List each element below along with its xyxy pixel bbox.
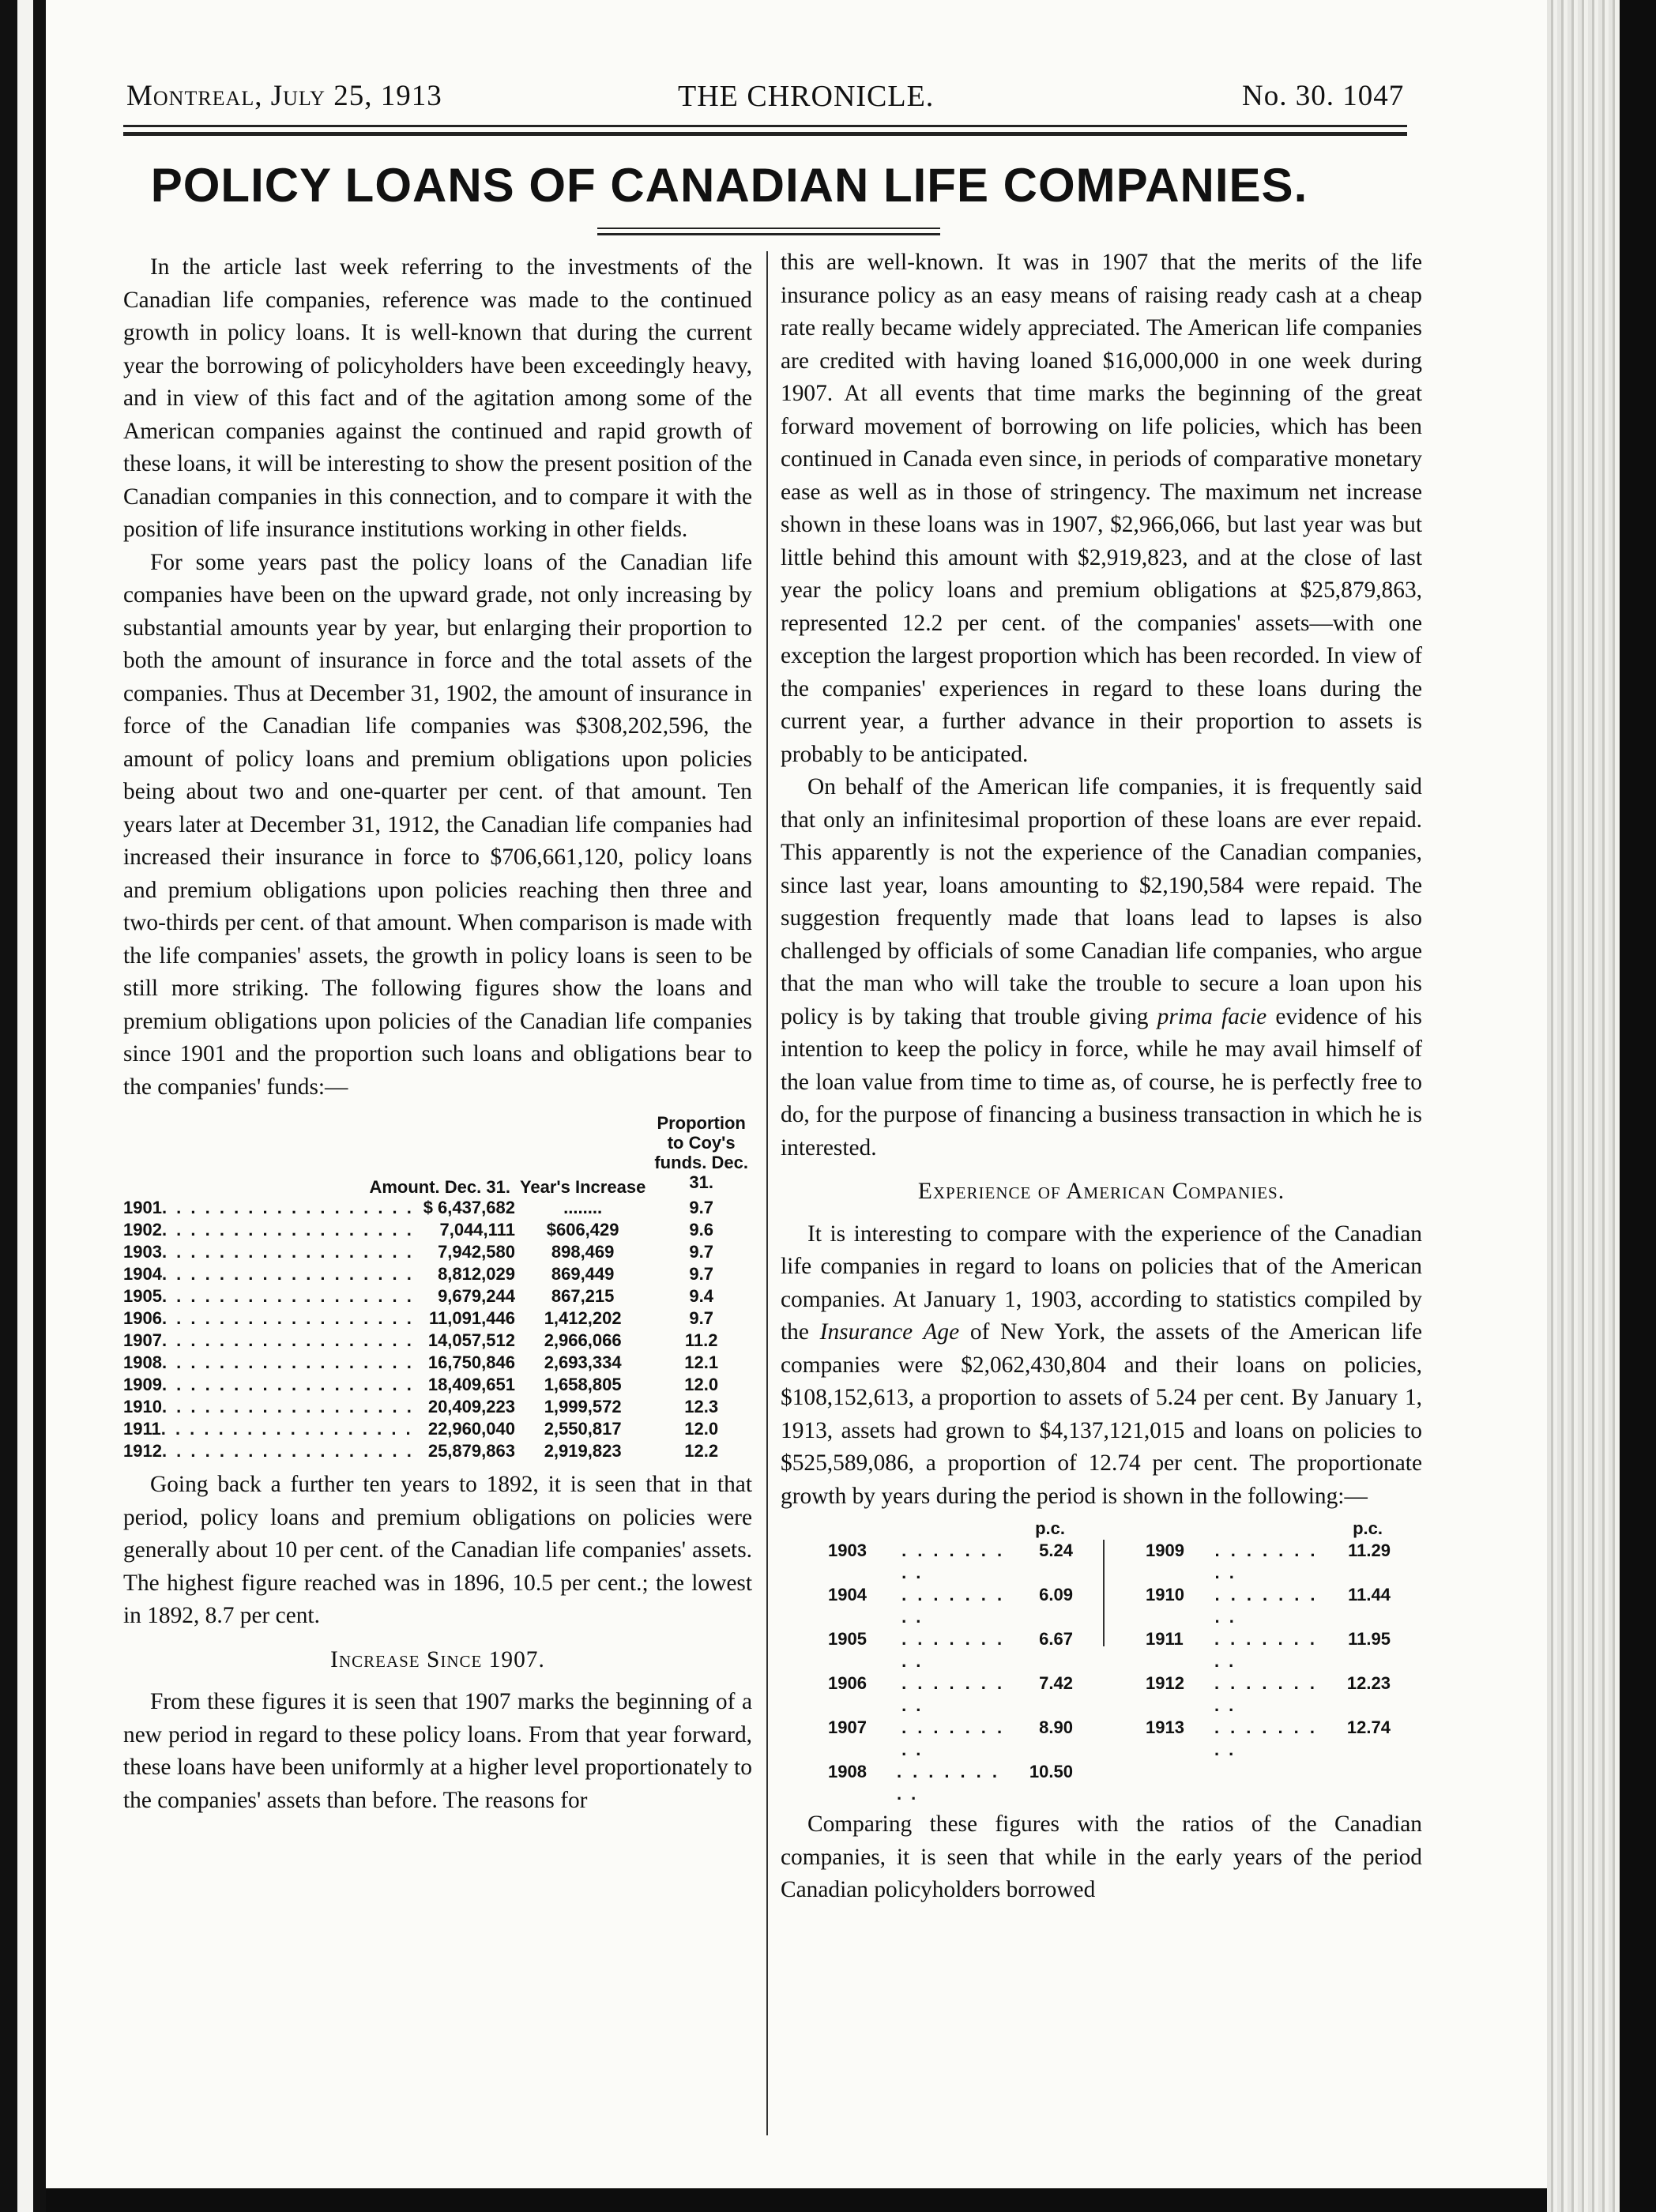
leader-dots: . . . . . . . . . — [901, 1629, 1005, 1671]
row-year: 1910 — [1146, 1585, 1184, 1604]
right-column — [781, 246, 1422, 1907]
leader-dots: . . . . . . . . . — [1214, 1717, 1317, 1759]
column-header-proportion: Proportion to Coy's funds. Dec. 31. — [654, 1113, 748, 1192]
comparison-text-b: of New York, the assets of the American life companies were $2,062,430,804 and their loans on policies, $108,152,613, a proportion to assets of 5.24 per cent. By January 1, 1913, assets had grown to $4,137,121,015 and loans on policies to $525,589,086, a proportion of 12.74 per cent. The proportionate growth by years during the period is shown in the following:— — [781, 1319, 1422, 1509]
leader-dots: . . . . . . . . . — [901, 1717, 1005, 1759]
table-row — [123, 1307, 752, 1330]
row-increase: 867,215 — [551, 1286, 615, 1306]
row-increase: 2,693,334 — [544, 1352, 622, 1372]
american-table-right-half — [1146, 1518, 1391, 1805]
subheading-american-companies: Experience of American Companies. — [917, 1179, 1285, 1204]
row-year: 1911 — [1146, 1629, 1184, 1649]
row-year: 1906 — [828, 1673, 867, 1693]
leader-dots: . . . . . . . . . . . . . . . . . . — [161, 1264, 414, 1284]
row-year: 1904 — [123, 1264, 162, 1284]
row-proportion: 12.1 — [684, 1352, 719, 1372]
table-row — [123, 1440, 752, 1462]
leader-dots: . . . . . . . . . . . . . . . . . . — [161, 1330, 414, 1350]
row-pc: 6.67 — [1039, 1629, 1073, 1649]
header-rule-bottom — [123, 132, 1407, 136]
list-item — [828, 1628, 1073, 1672]
comparison-text-a: It is interesting to compare with the experience of the Canadian life companies in regard to loans on policies that of the American companies. At January 1, 1903, according to statistics compiled by the — [781, 1221, 1422, 1345]
leader-dots: . . . . . . . . . . . . . . . . . . — [161, 1375, 414, 1394]
paragraph-american-comparison — [781, 1218, 1422, 1514]
leader-dots: . . . . . . . . . . . . . . . . . . — [161, 1441, 414, 1461]
row-year: 1903 — [828, 1540, 867, 1560]
table-row — [123, 1219, 752, 1241]
page-stack-edge — [1547, 0, 1620, 2212]
leader-dots: . . . . . . . . . . . . . . . . . . — [161, 1286, 414, 1306]
paragraph-1892: Going back a further ten years to 1892, it is seen that in that period, policy loans and premium obligations on policies were generally about 10 per cent. of the Canadian life companies' assets. The highest figure reached was in 1896, 10.5 per cent.; the lowest in 1892, 8.7 per cent. — [123, 1472, 752, 1628]
title-rule-bottom — [597, 233, 940, 235]
row-proportion: 12.3 — [684, 1397, 719, 1416]
row-pc: 11.44 — [1348, 1585, 1391, 1604]
table-row — [123, 1285, 752, 1307]
table-row — [123, 1352, 752, 1374]
leader-dots: . . . . . . . . . . . . . . . . . . — [160, 1419, 413, 1439]
row-increase: 1,412,202 — [544, 1308, 622, 1328]
list-item — [1146, 1584, 1391, 1628]
row-proportion: 9.6 — [689, 1220, 713, 1240]
row-proportion: 11.2 — [684, 1330, 718, 1350]
row-amount: 22,960,040 — [427, 1419, 515, 1439]
prima-facie-phrase: prima facie — [1157, 1003, 1267, 1029]
row-amount: 20,409,223 — [427, 1397, 515, 1416]
row-year: 1904 — [828, 1585, 867, 1604]
row-increase: 2,550,817 — [544, 1419, 622, 1439]
row-amount: 25,879,863 — [427, 1441, 515, 1461]
row-proportion: 12.0 — [684, 1419, 719, 1439]
row-amount: $ 6,437,682 — [423, 1198, 515, 1217]
row-pc: 10.50 — [1029, 1762, 1073, 1781]
row-amount: 9,679,244 — [438, 1286, 515, 1306]
row-year: 1910 — [123, 1397, 162, 1416]
table-row — [123, 1418, 752, 1440]
article-title: POLICY LOANS OF CANADIAN LIFE COMPANIES. — [150, 159, 1308, 212]
leader-dots: . . . . . . . . . . . . . . . . . . — [161, 1308, 414, 1328]
american-table-divider — [1103, 1540, 1105, 1646]
row-increase: 1,658,805 — [544, 1375, 622, 1394]
row-increase: ........ — [563, 1198, 603, 1217]
row-amount: 14,057,512 — [427, 1330, 515, 1350]
row-year: 1905 — [828, 1629, 867, 1649]
row-increase: 869,449 — [551, 1264, 615, 1284]
list-item — [1146, 1540, 1391, 1584]
row-year: 1909 — [123, 1375, 162, 1394]
table-row — [123, 1374, 752, 1396]
list-item — [828, 1761, 1073, 1805]
list-item — [1146, 1672, 1391, 1717]
row-pc: 8.90 — [1039, 1717, 1073, 1737]
list-item — [828, 1540, 1073, 1584]
row-increase: 1,999,572 — [544, 1397, 622, 1416]
column-header-amount: Amount. Dec. 31. — [369, 1177, 510, 1197]
paragraph-reasons: this are well-known. It was in 1907 that the merits of the life insurance policy as an easy means of raising ready cash at a cheap rate really became widely appreciated. The American life companies are credited with having loaned $16,000,000 in one week during 1907. At all events that time marks the beginning of the great forward movement of borrowing on life policies, which has been continued in Canada even since, in periods of comparative monetary ease as well as in those of stringency. The maximum net increase shown in these loans was in 1907, $2,966,066, but last year was but little behind this amount with $2,919,823, and at the close of last year the policy loans and premium obligations at $25,879,863, represented 12.2 per cent. of the companies' assets—with one exception the largest proportion which has been recorded. In view of the companies' experiences in regard to these loans during the current year, a further advance in their proportion to assets is probably to be anticipated. — [781, 250, 1422, 767]
paragraph-upward-grade: For some years past the policy loans of the Canadian life companies have been on the upward grade, not only increasing by substantial amounts year by year, but enlarging their proportion to both the amount of insurance in force and the total assets of the companies. Thus at December 31, 1902, the amount of insurance in force of the Canadian life companies was $308,202,596, the amount of policy loans and premium obligations upon policies being about two and one-quarter per cent. of that amount. Ten years later at December 31, 1912, the Canadian life companies had increased their insurance in force to $706,661,120, policy loans and premium obligations upon policies reaching then three and two-thirds per cent. of that amount. When comparison is made with the life companies' assets, the growth in policy loans is seen to be still more striking. The following figures show the loans and premium obligations upon policies of the Canadian life companies since 1901 and the proportion such loans and obligations bear to the companies' funds:— — [123, 549, 752, 1100]
row-pc: 11.95 — [1348, 1629, 1391, 1649]
row-year: 1912 — [123, 1441, 162, 1461]
pc-label-right: p.c. — [1353, 1518, 1383, 1538]
row-amount: 7,044,111 — [439, 1220, 515, 1240]
row-proportion: 12.0 — [684, 1375, 719, 1394]
row-increase: 2,966,066 — [544, 1330, 622, 1350]
row-year: 1901 — [123, 1198, 162, 1217]
paragraph-american-repayment — [781, 771, 1422, 1164]
row-amount: 8,812,029 — [438, 1264, 515, 1284]
row-increase: $606,429 — [546, 1220, 619, 1240]
row-year: 1902 — [123, 1220, 162, 1240]
paragraph-new-period: From these figures it is seen that 1907 marks the beginning of a new period in regard to these policy loans. From that year forward, these loans have been uniformly at a higher level proportionately to the companies' assets than before. The reasons for — [123, 1689, 752, 1813]
row-proportion: 12.2 — [684, 1441, 719, 1461]
leader-dots: . . . . . . . . . — [1214, 1629, 1317, 1671]
row-pc: 12.74 — [1346, 1717, 1391, 1737]
leader-dots: . . . . . . . . . . . . . . . . . . — [161, 1198, 414, 1217]
row-pc: 7.42 — [1039, 1673, 1073, 1693]
table-row — [123, 1241, 752, 1263]
subheading-increase-since-1907: Increase Since 1907. — [330, 1646, 545, 1672]
publication-name: THE CHRONICLE. — [678, 80, 935, 113]
row-pc: 5.24 — [1039, 1540, 1073, 1560]
leader-dots: . . . . . . . . . — [901, 1585, 1005, 1627]
header-rule-top — [123, 125, 1407, 127]
row-year: 1908 — [123, 1352, 162, 1372]
row-year: 1903 — [123, 1242, 162, 1262]
row-year: 1912 — [1146, 1673, 1184, 1693]
list-item — [828, 1672, 1073, 1717]
row-year: 1911 — [123, 1419, 161, 1439]
list-item — [1146, 1628, 1391, 1672]
facing-page-edge — [17, 0, 33, 2212]
row-year: 1908 — [828, 1762, 867, 1781]
leader-dots: . . . . . . . . . — [901, 1540, 1005, 1582]
repayment-text-b: evidence of his intention to keep the policy in force, while he may avail himself of the loan value from time to time as, of course, he is perfectly free to do, for the purpose of financing a business transaction in which he is interested. — [781, 1003, 1422, 1161]
left-column — [123, 251, 752, 1817]
row-increase: 2,919,823 — [544, 1441, 622, 1461]
leader-dots: . . . . . . . . . — [1214, 1673, 1317, 1715]
issue-page-number: No. 30. 1047 — [1242, 80, 1405, 112]
list-item — [828, 1717, 1073, 1761]
paragraph-comparing: Comparing these figures with the ratios of the Canadian companies, it is seen that while in the early years of the period Canadian policyholders borrowed — [781, 1811, 1422, 1902]
leader-dots: . . . . . . . . . . . . . . . . . . — [161, 1352, 414, 1372]
row-proportion: 9.7 — [689, 1242, 713, 1262]
row-year: 1907 — [828, 1717, 867, 1737]
row-proportion: 9.7 — [689, 1198, 713, 1217]
row-year: 1909 — [1146, 1540, 1184, 1560]
row-year: 1907 — [123, 1330, 162, 1350]
row-proportion: 9.7 — [689, 1264, 713, 1284]
row-year: 1913 — [1146, 1717, 1184, 1737]
dateline: Montreal, July 25, 1913 — [126, 80, 442, 112]
row-pc: 6.09 — [1039, 1585, 1073, 1604]
paragraph-intro: In the article last week referring to the investments of the Canadian life companies, reference was made to the continued growth in policy loans. It is well-known that during the current year the borrowing of policyholders have been exceedingly heavy, and in view of this fact and of the agitation among some of the American companies against the continued and rapid growth of these loans, it will be interesting to show the present position of the Canadian companies in this connection, and to compare it with the position of life insurance institutions working in other fields. — [123, 254, 752, 542]
row-pc: 11.29 — [1348, 1540, 1391, 1560]
leader-dots: . . . . . . . . . — [896, 1762, 999, 1804]
american-proportion-table — [828, 1518, 1391, 1805]
column-header-increase: Year's Increase — [519, 1177, 646, 1197]
insurance-age-title: Insurance Age — [819, 1319, 960, 1345]
table-row — [123, 1263, 752, 1285]
row-increase: 898,469 — [551, 1242, 615, 1262]
leader-dots: . . . . . . . . . . . . . . . . . . — [161, 1397, 414, 1416]
row-amount: 11,091,446 — [429, 1308, 515, 1328]
repayment-text-a: On behalf of the American life companies, it is frequently said that only an infinitesimal proportion of these loans are ever repaid. This apparently is not the experience of the Canadian companies, since last year, loans amounting to $2,190,584 were repaid. The suggestion frequently made that loans lead to lapses is also challenged by officials of some Canadian life companies, who argue that the man who will take the trouble to secure a loan upon his policy is by taking that trouble giving — [781, 774, 1422, 1029]
list-item — [828, 1584, 1073, 1628]
pc-label-left: p.c. — [1035, 1518, 1065, 1538]
leader-dots: . . . . . . . . . — [1214, 1540, 1318, 1582]
row-proportion: 9.7 — [689, 1308, 713, 1328]
row-proportion: 9.4 — [689, 1286, 713, 1306]
row-year: 1905 — [123, 1286, 162, 1306]
canadian-loans-table — [123, 1113, 752, 1462]
list-item — [1146, 1717, 1391, 1761]
row-amount: 16,750,846 — [427, 1352, 515, 1372]
american-table-left-half — [828, 1518, 1073, 1805]
column-divider — [766, 251, 768, 2135]
table-row — [123, 1197, 752, 1219]
leader-dots: . . . . . . . . . . . . . . . . . . — [161, 1220, 414, 1240]
row-pc: 12.23 — [1346, 1673, 1391, 1693]
leader-dots: . . . . . . . . . — [901, 1673, 1005, 1715]
table-row — [123, 1396, 752, 1418]
row-amount: 7,942,580 — [438, 1242, 515, 1262]
row-amount: 18,409,651 — [427, 1375, 515, 1394]
leader-dots: . . . . . . . . . — [1214, 1585, 1318, 1627]
leader-dots: . . . . . . . . . . . . . . . . . . — [161, 1242, 414, 1262]
table-row — [123, 1330, 752, 1352]
title-rule-top — [597, 228, 940, 229]
row-year: 1906 — [123, 1308, 162, 1328]
